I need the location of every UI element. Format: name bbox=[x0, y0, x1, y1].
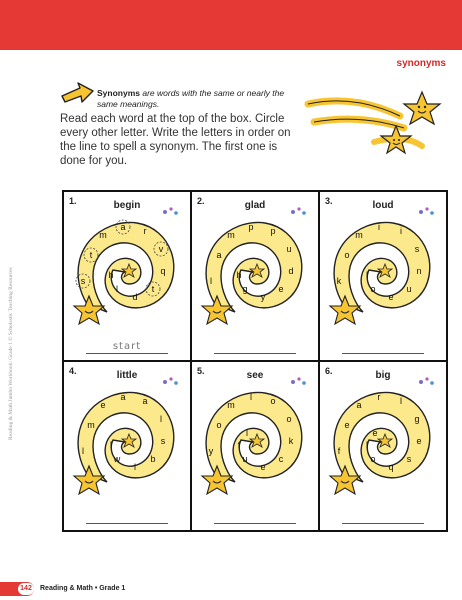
spiral-letter[interactable]: m bbox=[87, 420, 95, 430]
exercise-box bbox=[320, 362, 446, 530]
spiral-letter[interactable]: y bbox=[260, 292, 266, 302]
box-number: 1. bbox=[69, 196, 77, 206]
definition-term: Synonyms bbox=[97, 88, 140, 98]
spiral-letter[interactable]: n bbox=[416, 266, 422, 276]
exercise-box bbox=[64, 362, 190, 530]
spiral-letter[interactable]: l bbox=[366, 270, 368, 280]
spiral-letter[interactable]: y bbox=[208, 446, 214, 456]
instructions: Read each word at the top of the box. Circle every other letter. Write the letters in order on the line to spell a synonym. The first one is done for you. bbox=[60, 113, 291, 167]
spiral-letter[interactable]: a bbox=[216, 250, 222, 260]
spiral-letter[interactable]: v bbox=[158, 244, 164, 254]
spiral-letter[interactable]: f bbox=[237, 440, 241, 450]
spiral-letter[interactable]: l bbox=[366, 440, 368, 450]
section-label: synonyms bbox=[396, 58, 446, 69]
spiral-letter[interactable]: m bbox=[227, 230, 235, 240]
definition bbox=[97, 88, 307, 110]
box-word: begin bbox=[113, 200, 141, 211]
answer-line[interactable] bbox=[86, 340, 168, 354]
spiral-letter[interactable]: o bbox=[370, 454, 376, 464]
box-number: 4. bbox=[69, 366, 77, 376]
spiral-letter[interactable]: l bbox=[250, 392, 252, 402]
spiral-letter[interactable]: b bbox=[150, 454, 156, 464]
spiral-path bbox=[67, 212, 185, 330]
shooting-star-illustration bbox=[304, 88, 444, 168]
spiral-letter[interactable]: a bbox=[120, 222, 126, 232]
spiral-letter[interactable]: e bbox=[372, 428, 378, 438]
box-number: 5. bbox=[197, 366, 205, 376]
spiral-letter[interactable]: e bbox=[388, 292, 394, 302]
spiral-letter[interactable]: e bbox=[278, 284, 284, 294]
box-word: little bbox=[116, 370, 138, 381]
spiral-letter[interactable]: m bbox=[355, 230, 363, 240]
box-word: see bbox=[246, 370, 264, 381]
spiral-letter[interactable]: s bbox=[414, 244, 420, 254]
spiral-letter[interactable]: o bbox=[216, 420, 222, 430]
spiral-letter[interactable]: t bbox=[89, 250, 93, 260]
answer-line[interactable] bbox=[214, 510, 296, 524]
footer-text: Reading & Math • Grade 1 bbox=[40, 585, 126, 592]
answer-text: start bbox=[112, 341, 142, 352]
exercise-box bbox=[192, 192, 318, 360]
spiral-letter[interactable]: e bbox=[416, 436, 422, 446]
spiral-path bbox=[67, 382, 185, 500]
spiral-letter[interactable]: e bbox=[344, 420, 350, 430]
spiral-letter[interactable]: l bbox=[110, 440, 112, 450]
exercise-box bbox=[192, 362, 318, 530]
spiral-letter[interactable]: p bbox=[270, 226, 276, 236]
spiral-letter[interactable]: k bbox=[336, 276, 342, 286]
spiral-letter[interactable]: a bbox=[356, 400, 362, 410]
spiral-letter[interactable]: l bbox=[160, 414, 162, 424]
answer-line[interactable] bbox=[342, 510, 424, 524]
spiral-letter[interactable]: m bbox=[227, 400, 235, 410]
spiral-letter[interactable]: c bbox=[278, 454, 284, 464]
answer-line[interactable] bbox=[342, 340, 424, 354]
spiral-letter[interactable]: q bbox=[160, 266, 166, 276]
page-number: 142 bbox=[18, 583, 34, 595]
spiral-path bbox=[323, 382, 441, 500]
spiral-letter[interactable]: s bbox=[160, 436, 166, 446]
spiral-letter[interactable]: w bbox=[113, 454, 121, 464]
spiral-letter[interactable]: l bbox=[400, 396, 402, 406]
definition-text: are words with the same or nearly the same meanings. bbox=[97, 88, 285, 109]
spiral-letter[interactable]: t bbox=[151, 284, 155, 294]
spiral-letter[interactable]: k bbox=[288, 436, 294, 446]
spiral-letter[interactable]: l bbox=[246, 428, 248, 438]
spiral-letter[interactable]: l bbox=[82, 446, 84, 456]
spiral-letter[interactable]: o bbox=[286, 414, 292, 424]
spiral-letter[interactable]: o bbox=[270, 396, 276, 406]
spiral-letter[interactable]: f bbox=[337, 446, 341, 456]
spiral-letter[interactable]: e bbox=[100, 400, 106, 410]
spiral-letter[interactable]: a bbox=[142, 396, 148, 406]
answer-line[interactable] bbox=[214, 340, 296, 354]
spiral-letter[interactable]: s bbox=[80, 276, 86, 286]
exercise-box bbox=[320, 192, 446, 360]
spiral-letter[interactable]: l bbox=[116, 284, 118, 294]
spiral-letter[interactable]: h bbox=[236, 270, 242, 280]
box-number: 6. bbox=[325, 366, 333, 376]
spiral-letter[interactable]: l bbox=[210, 276, 212, 286]
spiral-letter[interactable]: u bbox=[406, 284, 412, 294]
spiral-letter[interactable]: r bbox=[143, 226, 147, 236]
spiral-letter[interactable]: s bbox=[406, 454, 412, 464]
spiral-letter[interactable]: q bbox=[388, 462, 394, 472]
exercise-grid bbox=[62, 190, 448, 532]
box-number: 2. bbox=[197, 196, 205, 206]
spiral-letter[interactable]: h bbox=[108, 270, 114, 280]
spiral-letter[interactable]: e bbox=[260, 462, 266, 472]
spiral-letter[interactable]: m bbox=[99, 230, 107, 240]
spiral-letter[interactable]: u bbox=[242, 454, 248, 464]
spiral-path bbox=[323, 212, 441, 330]
copyright-credit bbox=[8, 215, 20, 440]
box-word: loud bbox=[372, 200, 394, 211]
box-word: big bbox=[375, 370, 391, 381]
arrow-icon bbox=[60, 82, 94, 106]
spiral-letter[interactable]: o bbox=[344, 250, 350, 260]
spiral-letter[interactable]: i bbox=[378, 222, 380, 232]
header-bar bbox=[0, 0, 462, 50]
box-word: glad bbox=[244, 200, 266, 211]
spiral-letter[interactable]: g bbox=[242, 284, 248, 294]
spiral-path bbox=[195, 382, 313, 500]
spiral-letter[interactable]: r bbox=[377, 392, 381, 402]
spiral-letter[interactable]: d bbox=[288, 266, 294, 276]
spiral-letter[interactable]: g bbox=[414, 414, 420, 424]
spiral-letter[interactable]: a bbox=[120, 392, 126, 402]
spiral-letter[interactable]: p bbox=[248, 222, 254, 232]
spiral-letter[interactable]: o bbox=[370, 284, 376, 294]
spiral-letter[interactable]: d bbox=[132, 292, 138, 302]
spiral-path bbox=[195, 212, 313, 330]
spiral-letter[interactable]: l bbox=[134, 462, 136, 472]
answer-line[interactable] bbox=[86, 510, 168, 524]
box-number: 3. bbox=[325, 196, 333, 206]
copyright-text: Reading & Math Jumbo Workbook: Grade 1 © Scholastic Teaching Resources bbox=[8, 267, 14, 440]
spiral-letter[interactable]: i bbox=[400, 226, 402, 236]
spiral-letter[interactable]: u bbox=[286, 244, 292, 254]
exercise-box bbox=[64, 192, 190, 360]
